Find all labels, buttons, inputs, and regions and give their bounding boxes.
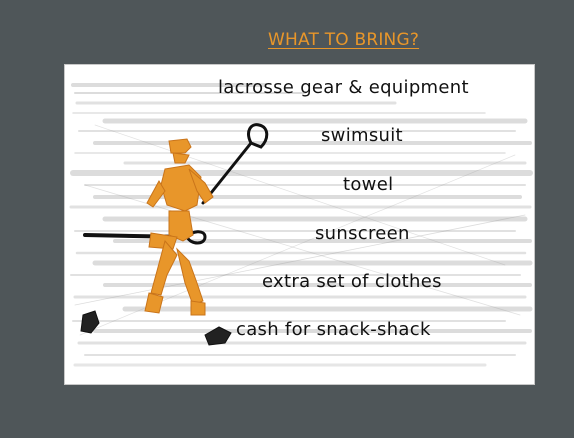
slide-title: WHAT TO BRING? bbox=[268, 30, 420, 50]
list-item: towel bbox=[343, 174, 394, 195]
illustration-panel bbox=[64, 64, 535, 385]
list-item: cash for snack-shack bbox=[236, 319, 431, 340]
list-item: sunscreen bbox=[315, 223, 410, 244]
list-item: swimsuit bbox=[321, 125, 403, 146]
list-item: lacrosse gear & equipment bbox=[218, 77, 469, 98]
list-item: extra set of clothes bbox=[262, 271, 442, 292]
packing-list bbox=[65, 65, 534, 384]
